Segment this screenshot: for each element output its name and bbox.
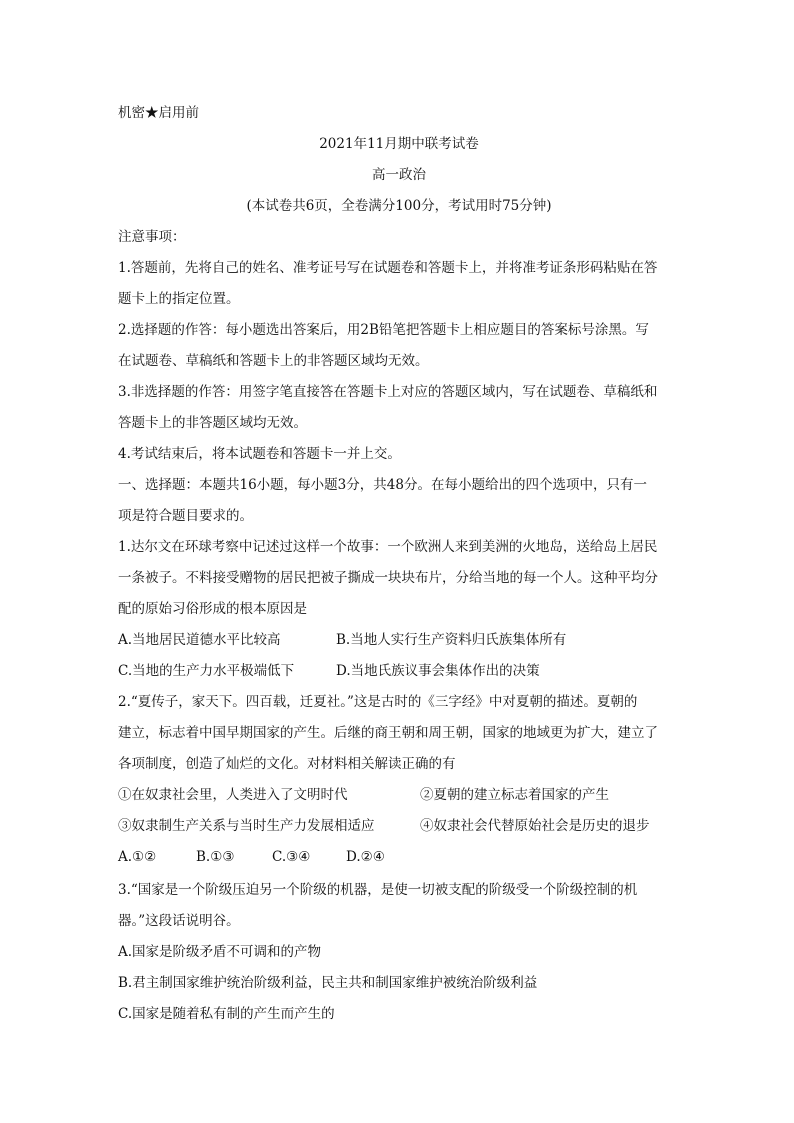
notice-title: 注意事项： bbox=[118, 229, 186, 245]
q3-option-a: A.国家是阶级矛盾不可调和的产物 bbox=[118, 944, 322, 960]
notice-item-2-line-2: 在试题卷、草稿纸和答题卡上的非答题区域均无效。 bbox=[118, 353, 429, 369]
q3-stem-line-2: 器。”这段话说明谷。 bbox=[118, 913, 240, 929]
q1-stem-line-2: 一条被子。不料接受赠物的居民把被子撕成一块块布片，分给当地的每一个人。这种平均分 bbox=[118, 570, 658, 586]
notice-item-1-line-1: 1.答题前，先将自己的姓名、准考证号写在试题卷和答题卡上，并将准考证条形码粘贴在答 bbox=[118, 260, 658, 276]
q1-option-a: A.当地居民道德水平比较高 bbox=[118, 632, 281, 648]
confidential-label: 机密★启用前 bbox=[118, 105, 199, 121]
notice-item-1-line-2: 题卡上的指定位置。 bbox=[118, 291, 240, 307]
q2-option-b: B.①③ bbox=[196, 849, 235, 865]
q2-option-c: C.③④ bbox=[272, 849, 311, 865]
q2-statement-2: ②夏朝的建立标志着国家的产生 bbox=[420, 787, 609, 803]
section-1-line-2: 项是符合题目要求的。 bbox=[118, 508, 253, 524]
q3-option-b: B.君主制国家维护统治阶级利益，民主共和制国家维护被统治阶级利益 bbox=[118, 975, 538, 991]
q2-statement-1: ①在奴隶社会里，人类进入了文明时代 bbox=[118, 787, 348, 803]
notice-item-3-line-2: 答题卡上的非答题区域均无效。 bbox=[118, 415, 307, 431]
section-1-line-1: 一、选择题：本题共16小题，每小题3分，共48分。在每小题给出的四个选项中，只有一 bbox=[118, 477, 647, 493]
q2-stem-line-2: 建立，标志着中国早期国家的产生。后继的商王朝和周王朝，国家的地域更为扩大，建立了 bbox=[118, 725, 658, 741]
exam-info: (本试卷共6页，全卷满分100分，考试用时75分钟) bbox=[246, 198, 552, 214]
q3-stem-line-1: 3.“国家是一个阶级压迫另一个阶级的机器，是使一切被支配的阶级受一个阶级控制的机 bbox=[118, 882, 638, 898]
q1-option-d: D.当地氏族议事会集体作出的决策 bbox=[336, 663, 540, 679]
q1-stem-line-3: 配的原始习俗形成的根本原因是 bbox=[118, 601, 307, 617]
notice-item-3-line-1: 3.非选择题的作答：用签字笔直接答在答题卡上对应的答题区域内，写在试题卷、草稿纸和 bbox=[118, 384, 658, 400]
notice-item-4: 4.考试结束后，将本试题卷和答题卡一并上交。 bbox=[118, 446, 401, 462]
q2-option-a: A.①② bbox=[118, 849, 157, 865]
q2-stem-line-3: 各项制度，创造了灿烂的文化。对材料相关解读正确的有 bbox=[118, 756, 456, 772]
notice-item-2-line-1: 2.选择题的作答：每小题选出答案后，用2B铅笔把答题卡上相应题目的答案标号涂黑。写 bbox=[118, 322, 649, 338]
q2-option-d: D.②④ bbox=[346, 849, 385, 865]
q1-option-c: C.当地的生产力水平极端低下 bbox=[118, 663, 295, 679]
subject-title: 高一政治 bbox=[372, 167, 426, 183]
q2-stem-line-1: 2.“夏传子，家天下。四百载，迁夏社。”这是古时的《三字经》中对夏朝的描述。夏朝的 bbox=[118, 694, 638, 710]
q2-statement-4: ④奴隶社会代替原始社会是历史的退步 bbox=[420, 818, 650, 834]
exam-title: 2021年11月期中联考试卷 bbox=[319, 136, 479, 152]
q3-option-c: C.国家是随着私有制的产生而产生的 bbox=[118, 1006, 335, 1022]
q1-stem-line-1: 1.达尔文在环球考察中记述过这样一个故事：一个欧洲人来到美洲的火地岛，送给岛上居民 bbox=[118, 539, 658, 555]
q1-option-b: B.当地人实行生产资料归氏族集体所有 bbox=[336, 632, 567, 648]
q2-statement-3: ③奴隶制生产关系与当时生产力发展相适应 bbox=[118, 818, 375, 834]
